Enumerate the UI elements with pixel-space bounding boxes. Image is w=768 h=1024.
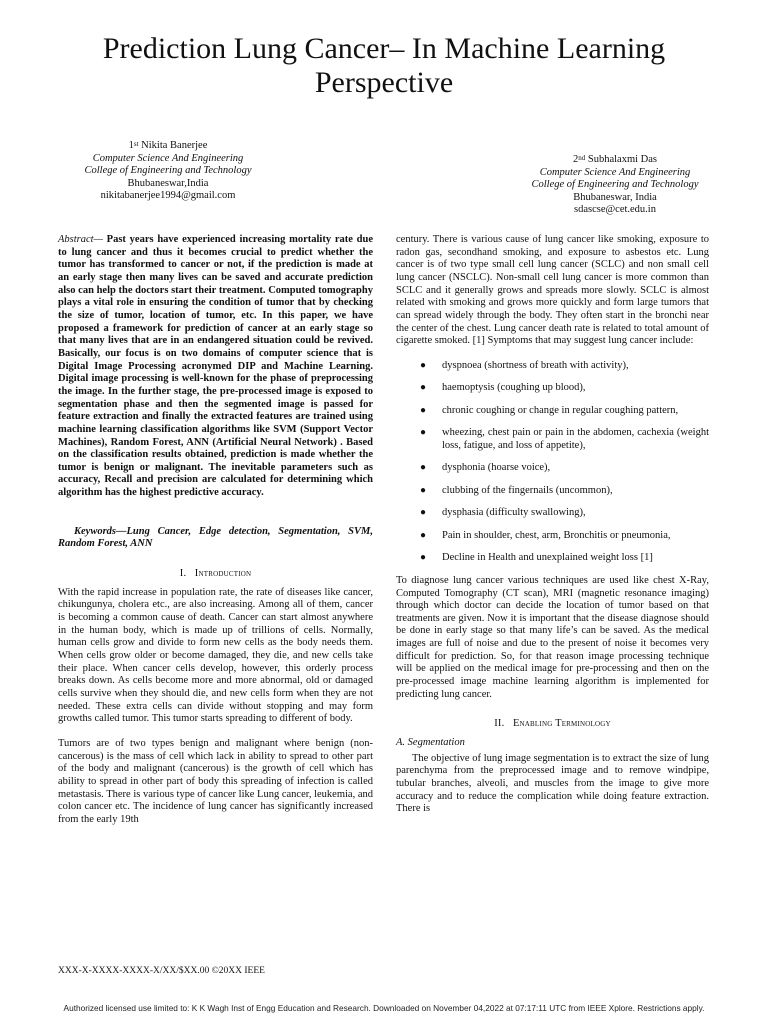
left-column [58, 234, 373, 827]
right-column [396, 234, 709, 816]
bullet-icon: ● [420, 552, 427, 564]
abstract-lead: Abstract— [58, 234, 103, 245]
author-name: Nikita Banerjee [141, 140, 208, 151]
list-item-text: dysphasia (difficulty swallowing), [442, 507, 586, 519]
list-item-text: Pain in shoulder, chest, arm, Bronchitis or pneumonia, [442, 529, 671, 541]
author-city: Bhubaneswar, India [573, 191, 657, 203]
license-notice: Authorized licensed use limited to: K K Wagh Inst of Engg Education and Research. Downloaded on November 04,2022 at 07:17:11 UTC from IEEE Xplore. Restrictions apply. [63, 1003, 705, 1013]
author-email[interactable]: nikitabanerjee1994@gmail.com [100, 190, 236, 202]
paper-title: Prediction Lung Cancer– In Machine Learning Perspective [102, 32, 666, 99]
bullet-icon: ● [420, 427, 427, 439]
author-ordinal-suffix: st [133, 140, 139, 148]
copyright-code: XXX-X-XXXX-XXXX-X/XX/$XX.00 ©20XX IEEE [58, 966, 265, 976]
bullet-icon: ● [420, 359, 427, 371]
author-block-1 [38, 140, 298, 203]
bullet-icon: ● [420, 529, 427, 541]
list-item [396, 462, 709, 475]
section-title: Introduction [194, 568, 252, 580]
list-item [396, 427, 709, 452]
author-block-2 [490, 154, 740, 217]
list-item [396, 485, 709, 498]
author-ordinal: 1 [128, 140, 134, 151]
list-item-text: dysphonia (hoarse voice), [442, 462, 551, 474]
bullet-icon: ● [420, 462, 427, 474]
keywords: Keywords—Lung Cancer, Edge detection, Segmentation, SVM, Random Forest, ANN [58, 525, 373, 550]
section-heading-introduction [58, 568, 373, 581]
list-item [396, 552, 709, 565]
author-dept: Computer Science And Engineering [539, 166, 691, 178]
author-name: Subhalaxmi Das [587, 154, 657, 165]
list-item [396, 507, 709, 520]
author-college: College of Engineering and Technology [531, 179, 699, 191]
list-item [396, 405, 709, 418]
list-item-text: chronic coughing or change in regular coughing pattern, [442, 404, 679, 416]
intro-paragraph-2: Tumors are of two types benign and malignant where benign (non-cancerous) is the mass of cell which lack in ability to spread to other part of the body and malignant (cancerous) is the growth of cell which has ability to spread in other part of body this spreading of infection is called metastasis. There is various type of cancer like Lung cancer, leukemia, and colon cancer etc. The incidence of lung cancer has significantly increased from the early 19th [58, 737, 373, 825]
intro-paragraph-1: With the rapid increase in population rate, the rate of diseases like cancer, chikungunya, cholera etc., are also increasing. Among all of them, cancer is becoming a common cause of death. Cancer can start almost anywhere in the human body, which is made up of trillions of cells. Normally, human cells grow and divide to form new cells as the body needs them. When cells grow older or become damaged, they die, and new cells take their place. When cancer cells develop, however, this orderly process breaks down. As cells become more and more abnormal, old or damaged cells survive when they should die, and new cells form when they are not needed. These extra cells can divide without stopping and may form growths called tumor. This tumor starts spreading to different of body. [58, 586, 373, 725]
author-name-line [490, 154, 740, 167]
list-item [396, 530, 709, 543]
bullet-icon: ● [420, 404, 427, 416]
list-item-text: clubbing of the fingernails (uncommon), [442, 484, 613, 496]
subsection-heading-segmentation: A. Segmentation [396, 737, 465, 749]
author-email[interactable]: sdascse@cet.edu.in [574, 204, 656, 216]
intro-paragraph-2-continued: century. There is various cause of lung cancer like smoking, exposure to radon gas, secondhand smoking, and exposure to asbestos etc. Lung cancer is of two type small cell lung cancer (SCLC) and non small cell lung cancer (NSCLC). Non-small cell lung cancer is more common than SCLC and it generally grows and spreads more slowly. SCLC is almost related with smoking and grows more quickly and form large tumors that can spread widely through the body. They often start in the bronchi near the center of the chest. Lung cancer death rate is related to total amount of cigarette smoked. [1] Symptoms that may suggest lung cancer include: [396, 234, 709, 347]
author-ordinal: 2 [573, 154, 579, 165]
author-dept: Computer Science And Engineering [92, 152, 244, 164]
list-item-text: dyspnoea (shortness of breath with activity), [442, 359, 629, 371]
author-name-line [38, 140, 298, 153]
author-ordinal-suffix: nd [578, 154, 586, 162]
bullet-icon: ● [420, 507, 427, 519]
author-college: College of Engineering and Technology [84, 165, 252, 177]
section-number: I. [179, 568, 187, 580]
author-city: Bhubaneswar,India [127, 177, 209, 189]
bullet-icon: ● [420, 382, 427, 394]
section-heading-enabling-terminology [396, 718, 709, 731]
list-item-text: haemoptysis (coughing up blood), [442, 382, 586, 394]
abstract [58, 234, 373, 500]
list-item-text: Decline in Health and unexplained weight loss [1] [442, 552, 653, 564]
abstract-text: Past years have experienced increasing mortality rate due to lung cancer and thus it becomes crucial to predict whether the tumor has transformed to cancer or not, if the prediction is made at an early stage then many lives can be saved and accurate prediction also can help the doctors start their treatment. Computed tomography plays a vital role in ensuring the condition of tumor that by checking the size of tumor, location of tumor, etc. In this paper, we have proposed a framework for prediction of cancer at an early stage so that many lives that are in an endangered situation could be revived. Basically, our focus is on two domains of computer science that is Digital Image Processing acronymed DIP and Machine Learning. Digital image processing is well-known for the phase of preprocessing the image. In the further stage, the pre-processed image is exposed to segmentation phase and then the segmented image is passed for feature extraction and finally the extracted features are trained using machine learning classification algorithms like SVM (Support Vector Machines), Random Forest, ANN (Artificial Neural Network) . Based on the classification results obtained, prediction is made whether the tumor is benign or malignant. The inevitable parameters such as accuracy, Recall and precision are calculated for determining which algorithm has the highest predictive accuracy. [58, 234, 373, 499]
intro-paragraph-3: To diagnose lung cancer various techniques are used like chest X-Ray, Computed Tomography (CT scan), MRI (magnetic resonance imaging) through which doctor can decide the location of tumor based on that treatments are given. Now it is important that the disease diagnose should be done in early stage so that many life’s can be saved. As the medical images are full of noise and due to the present of noise it becomes very difficult for prediction. So, for that reason image processing technique will be applied on the medical image for pre-processing and then on the pre-processed image machine learning algorithm is implemented for predicting lung cancer. [396, 574, 709, 700]
list-item-text: wheezing, chest pain or pain in the abdomen, cachexia (weight loss, fatigue, and loss of appetite), [442, 427, 709, 451]
section-title: Enabling Terminology [512, 718, 611, 730]
list-item [396, 382, 709, 395]
list-item [396, 360, 709, 373]
bullet-icon: ● [420, 484, 427, 496]
symptom-list [396, 360, 709, 565]
segmentation-paragraph: The objective of lung image segmentation is to extract the size of lung parenchyma from the preprocessed image and to remove windpipe, tubular branches, alveoli, and muscles from the image to give more accuracy and to reduce the complication while doing feature extraction. There is [396, 752, 709, 815]
section-number: II. [494, 718, 505, 730]
